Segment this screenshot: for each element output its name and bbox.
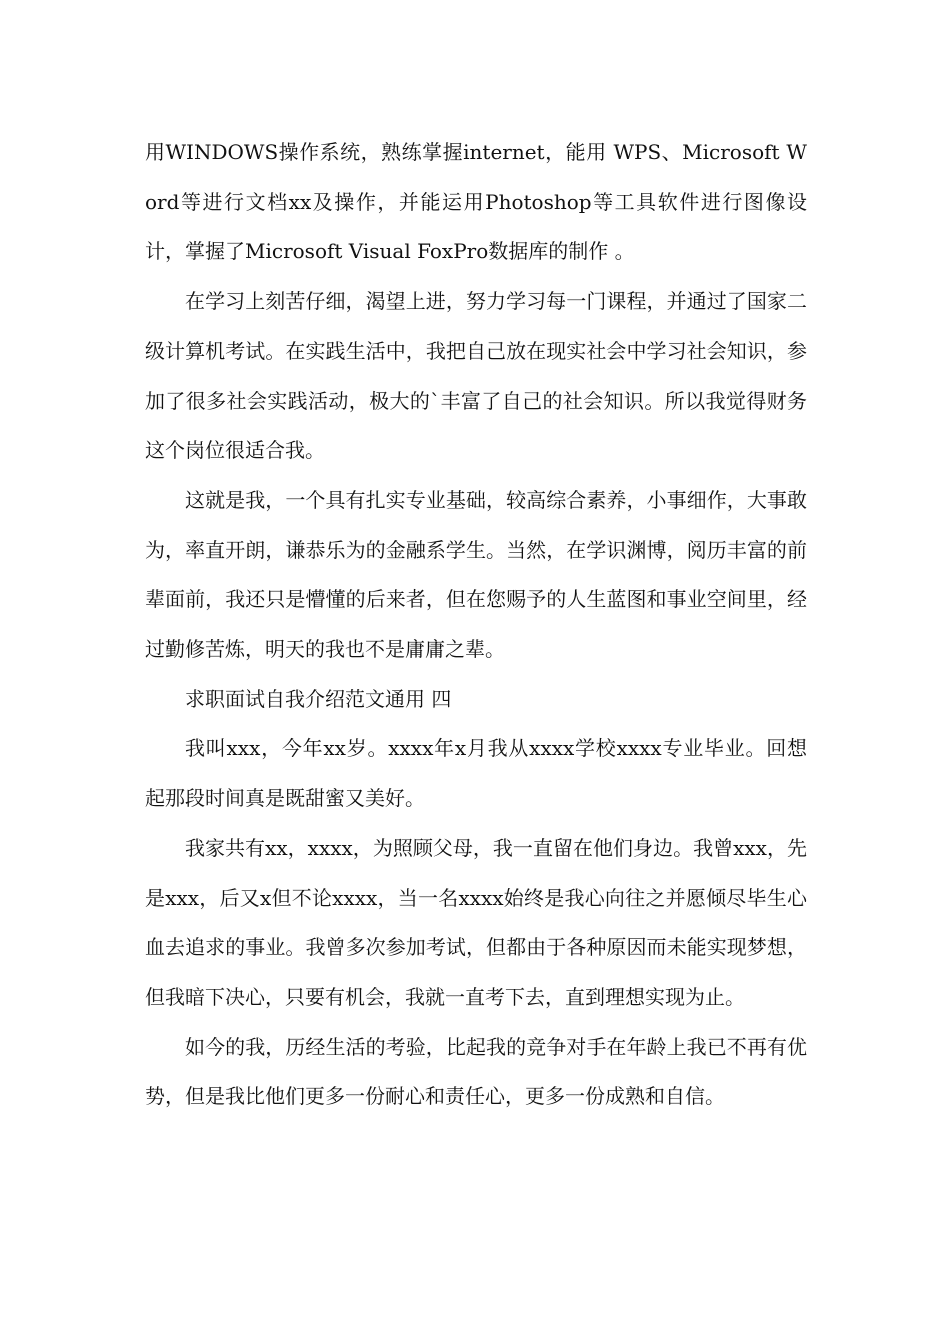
paragraph-study: 在学习上刻苦仔细，渴望上进，努力学习每一门课程，并通过了国家二级计算机考试。在实践生活中，我把自己放在现实社会中学习社会知识，参加了很多社会实践活动，极大的`丰富了自己的社会知识。所以我觉得财务这个岗位很适合我。	[145, 289, 807, 463]
paragraph-conclusion: 如今的我，历经生活的考验，比起我的竞争对手在年龄上我已不再有优势，但是我比他们更多一份耐心和责任心，更多一份成熟和自信。	[145, 1034, 807, 1109]
paragraph-summary: 这就是我，一个具有扎实专业基础，较高综合素养，小事细作，大事敢为，率直开朗，谦恭乐为的金融系学生。当然，在学识渊博，阅历丰富的前辈面前，我还只是懵懂的后来者，但在您赐予的人生蓝图和事业空间里，经过勤修苦炼，明天的我也不是庸庸之辈。	[145, 487, 807, 662]
section-heading: 求职面试自我介绍范文通用 四	[185, 686, 452, 711]
paragraph-skills: 用WINDOWS操作系统，熟练掌握internet，能用 WPS、Microsoft Word等进行文档xx及操作，并能运用Photoshop等工具软件进行图像设计，掌握了Microsoft Visual FoxPro数据库的制作 。	[145, 140, 807, 264]
paragraph-intro: 我叫xxx，今年xx岁。xxxx年x月我从xxxx学校xxxx专业毕业。回想起那段时间真是既甜蜜又美好。	[145, 736, 807, 811]
document-body	[145, 128, 807, 1122]
paragraph-family: 我家共有xx，xxxx，为照顾父母，我一直留在他们身边。我曾xxx，先是xxx，后又x但不论xxxx，当一名xxxx始终是我心向往之并愿倾尽毕生心血去追求的事业。我曾多次参加考试，但都由于各种原因而未能实现梦想，但我暗下决心，只要有机会，我就一直考下去，直到理想实现为止。	[145, 835, 807, 1009]
